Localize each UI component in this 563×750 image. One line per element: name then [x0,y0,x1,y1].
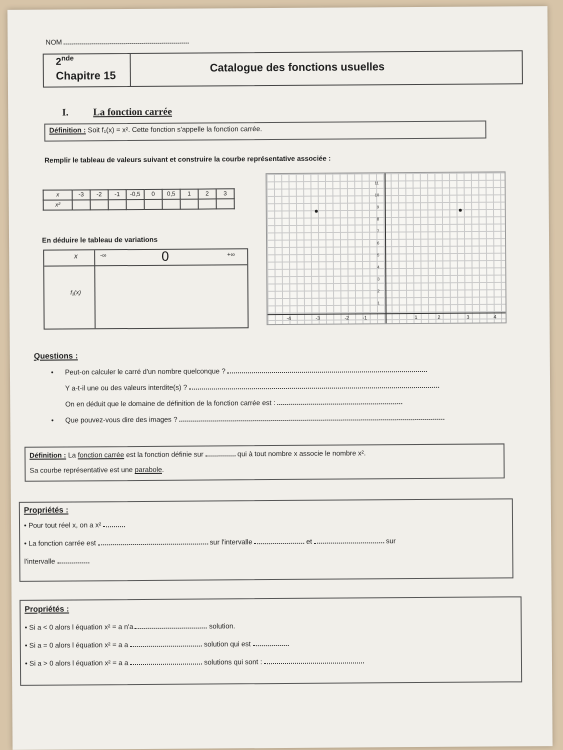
x-value: 1 [180,189,198,199]
variation-title: En déduire le tableau de variations [42,236,158,245]
answer-blank[interactable] [98,544,208,546]
definition-2-term: fonction carrée [77,452,125,460]
name-label: NOM [45,39,63,47]
definition-2-text: La [68,452,76,460]
empty-cell[interactable] [144,199,162,209]
y-tick-label: 7 [376,228,380,234]
question-4 [65,415,444,425]
catalog-title: Catalogue des fonctions usuelles [209,61,385,75]
y-tick-label: 6 [377,240,380,246]
y-tick-label: 4 [377,264,380,270]
x-value: -0,5 [126,189,144,199]
header-class-cell [44,54,131,87]
property-2-text: La fonction carrée est [28,540,96,548]
class-level [56,55,74,67]
property-2-text: sur [385,538,396,546]
definition-1-text: Soit f₁(x) = x². Cette fonction s'appelle la fonction carrée. [87,126,263,135]
x-tick-label: -2 [344,315,350,322]
solution-rule-2: • Si a = 0 alors l équation x² = a a solution qui est [25,641,289,650]
question-3 [65,399,402,408]
x-tick-label: -3 [315,315,321,322]
instruction-text: Remplir le tableau de valeurs suivant et construire la courbe représentative associée : [44,155,331,165]
x-tick-label: 4 [493,314,497,321]
definition-box-1 [44,121,486,142]
answer-blank[interactable] [130,646,202,648]
x-value: -2 [90,190,108,200]
solution-rule-1: • Si a < 0 alors l équation x² = a n'a solution. [24,623,236,632]
y-tick-label: 11 [374,180,379,186]
values-row-x-squared [43,199,234,210]
answer-blank[interactable] [130,664,202,666]
minus-infinity: -∞ [100,253,107,260]
definition-2-text: est la fonction définie sur [126,451,204,460]
variation-table [43,248,249,329]
chapter-title: Chapitre 15 [55,70,116,83]
name-blank [64,43,189,45]
solution-rule-2-text: Si a = 0 alors l équation x² = a a [29,642,129,650]
y-tick-label: 8 [376,216,380,222]
question-3-text: On en déduit que le domaine de définition de la fonction carrée est : [65,400,276,409]
answer-blank[interactable] [103,526,125,527]
definition-2-term: parabole [134,466,162,475]
questions-title: Questions : [33,351,78,361]
x-value: 0 [144,189,162,199]
plotted-point [315,210,318,213]
definition-2-line-1 [30,450,366,459]
property-1: • Pour tout réel x, on a x² [24,522,125,530]
x-value: -1 [108,190,126,200]
y-axis [385,173,387,323]
answer-blank[interactable] [254,543,304,544]
properties-box-2 [20,596,523,686]
y-tick-label: 5 [377,252,380,258]
values-header-x-squared: x² [43,200,72,210]
definition-2-text: . [161,466,164,474]
x-value: 2 [198,189,216,199]
x-value: -3 [72,190,90,200]
variation-divider-h [44,264,247,266]
solution-rule-2-text: solution qui est [203,641,251,649]
answer-blank[interactable] [277,403,402,405]
handwritten-zero: 0 [161,249,170,265]
solution-rule-1-text: solution. [209,623,236,631]
y-tick-label: 1 [377,300,380,306]
property-2-text: sur l'intervalle [209,539,253,547]
property-3-text: l'intervalle [24,558,56,566]
property-2: • La fonction carrée est sur l'intervalle et sur [24,538,396,548]
header-box [43,50,523,87]
x-value: 0,5 [162,189,180,199]
variation-divider-v [94,250,96,328]
y-tick-label: 10 [374,192,380,198]
section-number: I. [62,107,69,119]
name-field [46,39,189,47]
x-tick-label: 2 [437,314,441,321]
empty-cell[interactable] [72,200,90,210]
empty-cell[interactable] [126,199,144,209]
definition-2-text: Sa courbe représentative est une [29,467,133,475]
property-1-text: Pour tout réel x, on a x² [28,522,102,530]
definition-2-line-2 [30,467,164,475]
values-header-x: x [43,190,72,200]
graph-grid [266,171,507,325]
x-tick-label: -4 [286,315,292,322]
property-3 [24,558,89,565]
empty-cell[interactable] [216,199,234,209]
class-superscript: nde [61,55,74,63]
empty-cell[interactable] [90,200,108,210]
y-tick-label: 3 [377,276,380,282]
question-1 [65,367,427,377]
empty-cell[interactable] [108,200,126,210]
definition-1 [49,126,262,134]
y-tick-label: 2 [377,288,380,294]
definition-2-text: qui à tout nombre x associe le nombre x². [237,450,366,459]
answer-blank[interactable] [253,645,289,646]
x-value: 3 [216,189,234,199]
question-4-text: Que pouvez-vous dire des images ? [65,416,178,425]
empty-cell[interactable] [162,199,180,209]
definition-box-2 [24,443,504,481]
answer-blank[interactable] [227,371,427,373]
answer-blank[interactable] [57,562,89,563]
properties-2-title: Propriétés : [24,604,70,614]
question-1-text: Peut-on calculer le carré d'un nombre quelconque ? [64,368,226,377]
y-tick-label: 9 [376,204,380,210]
properties-1-title: Propriétés : [23,505,69,515]
question-2-text: Y a-t-il une ou des valeurs interdite(s) ? [65,384,188,393]
property-2-text: et [306,538,313,546]
variation-f-label: f₁(x) [70,290,81,297]
empty-cell[interactable] [198,199,216,209]
answer-blank[interactable] [189,387,439,390]
variation-x-label: x [74,253,78,261]
plus-infinity: +∞ [227,252,235,259]
answer-blank[interactable] [205,455,235,456]
solution-rule-3-text: solutions qui sont : [204,659,263,667]
definition-2-label: Définition : [29,452,67,460]
question-2 [65,383,439,393]
worksheet-paper [7,6,552,750]
x-tick-label: 1 [414,315,418,322]
answer-blank[interactable] [135,628,207,630]
answer-blank[interactable] [264,662,364,664]
section-title: La fonction carrée [93,106,173,119]
definition-1-label: Définition : [49,127,86,135]
answer-blank[interactable] [179,419,444,422]
x-tick-label: -1 [362,315,368,322]
properties-box-1 [19,498,514,581]
solution-rule-3-text: Si a > 0 alors l équation x² = a a [29,660,129,668]
x-tick-label: 3 [466,314,470,321]
empty-cell[interactable] [180,199,198,209]
class-number: 2 [55,56,62,68]
values-table [43,188,235,210]
solution-rule-1-text: Si a < 0 alors l équation x² = a n'a [29,624,134,632]
plotted-point [459,209,462,212]
solution-rule-3: • Si a > 0 alors l équation x² = a a solutions qui sont : [25,658,364,667]
answer-blank[interactable] [314,542,384,543]
